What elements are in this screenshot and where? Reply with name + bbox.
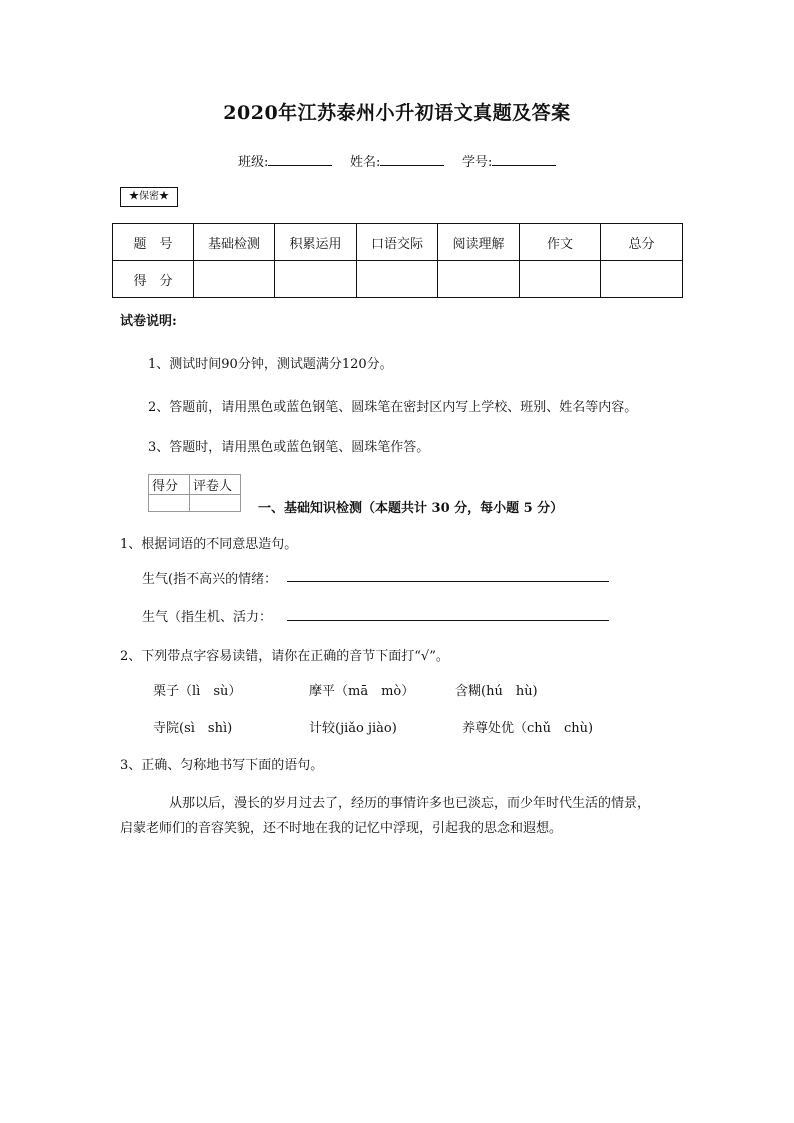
question-2-text: 2、下列带点字容易读错，请你在正确的音节下面打“√”。 xyxy=(120,649,449,664)
student-id-label: 学号: xyxy=(462,155,493,170)
section-heading: 一、基础知识检测（本题共计 30 分，每小题 5 分） xyxy=(258,501,564,516)
class-blank[interactable] xyxy=(268,153,332,166)
instruction-item: 1、测试时间90分钟，测试题满分120分。 xyxy=(148,357,393,372)
secret-badge: ★保密★ xyxy=(120,187,178,207)
header-question-no: 题 号 xyxy=(113,224,194,261)
grader-score-cell[interactable] xyxy=(149,495,190,512)
name-blank[interactable] xyxy=(380,153,444,166)
class-field xyxy=(238,151,332,170)
grader-score-label: 得分 xyxy=(149,475,190,495)
header-basic-test: 基础检测 xyxy=(194,224,275,261)
score-cell-total[interactable] xyxy=(601,261,683,298)
grader-box xyxy=(148,474,241,512)
score-cell-oral[interactable] xyxy=(357,261,438,298)
score-cell-basic[interactable] xyxy=(194,261,275,298)
header-oral: 口语交际 xyxy=(357,224,438,261)
pinyin-item[interactable]: 寺院(sì shì) xyxy=(153,721,233,736)
grader-name-label: 评卷人 xyxy=(190,475,241,495)
passage-line: 启蒙老师们的音容笑貌，还不时地在我的记忆中浮现，引起我的思念和遐想。 xyxy=(120,821,563,836)
instruction-item: 3、答题时，请用黑色或蓝色钢笔、圆珠笔作答。 xyxy=(148,440,430,455)
class-label: 班级: xyxy=(238,155,269,170)
score-cell-reading[interactable] xyxy=(438,261,520,298)
score-cell-composition[interactable] xyxy=(520,261,601,298)
pinyin-item[interactable]: 含糊(hú hù) xyxy=(455,684,538,699)
instructions-heading: 试卷说明: xyxy=(120,314,177,329)
question-3-text: 3、正确、匀称地书写下面的语句。 xyxy=(120,758,324,773)
score-table-header-row xyxy=(113,224,683,261)
name-label: 姓名: xyxy=(350,155,381,170)
pinyin-item[interactable]: 计较(jiǎo jiào) xyxy=(309,721,397,736)
pinyin-item[interactable]: 栗子（lì sù） xyxy=(153,684,242,699)
grader-name-cell[interactable] xyxy=(190,495,241,512)
instruction-item: 2、答题前，请用黑色或蓝色钢笔、圆珠笔在密封区内写上学校、班别、姓名等内容。 xyxy=(148,400,638,415)
header-total: 总分 xyxy=(601,224,683,261)
pinyin-item[interactable]: 摩平（mā mò） xyxy=(309,684,415,699)
question-1-text: 1、根据词语的不同意思造句。 xyxy=(120,537,298,552)
score-table-score-row xyxy=(113,261,683,298)
q1-line2-label: 生气（指生机、活力： xyxy=(142,610,273,625)
header-reading: 阅读理解 xyxy=(438,224,520,261)
q1-answer-line-1[interactable] xyxy=(287,581,609,582)
name-field xyxy=(350,151,444,170)
q1-line1-label: 生气(指不高兴的情绪： xyxy=(142,572,278,587)
passage-line: 从那以后，漫长的岁月过去了，经历的事情许多也已淡忘，而少年时代生活的情景， xyxy=(169,796,651,811)
score-cell-accumulation[interactable] xyxy=(275,261,357,298)
page-title: 2020年江苏泰州小升初语文真题及答案 xyxy=(223,102,571,124)
pinyin-item[interactable]: 养尊处优（chǔ chù) xyxy=(462,721,594,736)
header-composition: 作文 xyxy=(520,224,601,261)
student-id-field xyxy=(462,151,556,170)
student-id-blank[interactable] xyxy=(492,153,556,166)
score-table xyxy=(112,223,683,298)
q1-answer-line-2[interactable] xyxy=(287,620,609,621)
row-label-score: 得 分 xyxy=(113,261,194,298)
header-accumulation: 积累运用 xyxy=(275,224,357,261)
